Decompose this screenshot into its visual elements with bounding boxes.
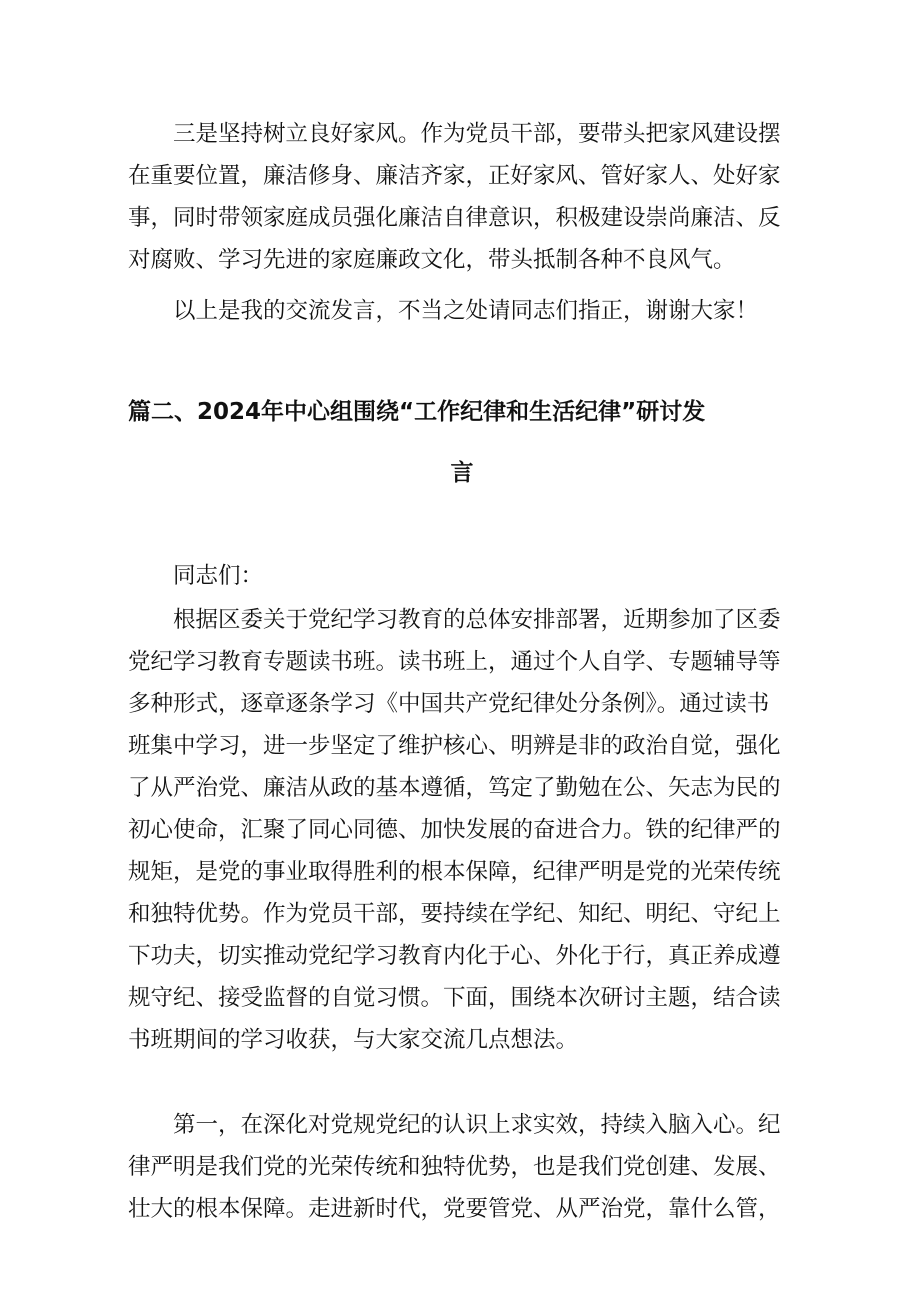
salutation: 同志们： — [128, 563, 264, 589]
paragraph-study-overview: 根据区委关于党纪学习教育的总体安排部署，近期参加了区委 党纪学习教育专题读书班。读书班上，通过个人自学、专题辅导等 多种形式，逐章逐条学习《中国共产党纪律处分条例》。通过读书 班集中学习，进一步坚定了维护核心、明辨是非的政治自觉，强化 了从严治党、廉洁从政的基本遵循，笃定了勤勉在公、矢志为民的 初心使命，汇聚了同心同德、加快发展的奋进合力。铁的纪律严的 规矩，是党的事业取得胜利的根本保障，纪律严明是党的光荣传统 和独特优势。作为党员干部，要持续在学纪、知纪、明纪、守纪上 下功夫，切实推动党纪学习教育内化于心、外化于行，真正养成遵 规守纪、接受监督的自觉习惯。下面，围绕本次研讨主题，结合读 书班期间的学习收获，与大家交流几点想法。 — [128, 607, 781, 1053]
section-heading-line-1: 篇二、2024年中心组围绕“工作纪律和生活纪律”研讨发 — [128, 399, 706, 425]
section-heading-line-2: 言 — [450, 460, 474, 486]
paragraph-family-values: 三是坚持树立良好家风。作为党员干部，要带头把家风建设摆 在重要位置，廉洁修身、廉洁齐家，正好家风、管好家人、处好家 事，同时带领家庭成员强化廉洁自律意识，积极建设崇尚廉洁、反 对腐败、学习先进的家庭廉政文化，带头抵制各种不良风气。 — [128, 121, 781, 273]
paragraph-closing-remarks: 以上是我的交流发言，不当之处请同志们指正，谢谢大家！ — [128, 298, 759, 324]
paragraph-first-point: 第一，在深化对党规党纪的认识上求实效，持续入脑入心。纪 律严明是我们党的光荣传统和独特优势，也是我们党创建、发展、 壮大的根本保障。走进新时代，党要管党、从严治党，靠什么管， — [128, 1112, 781, 1222]
